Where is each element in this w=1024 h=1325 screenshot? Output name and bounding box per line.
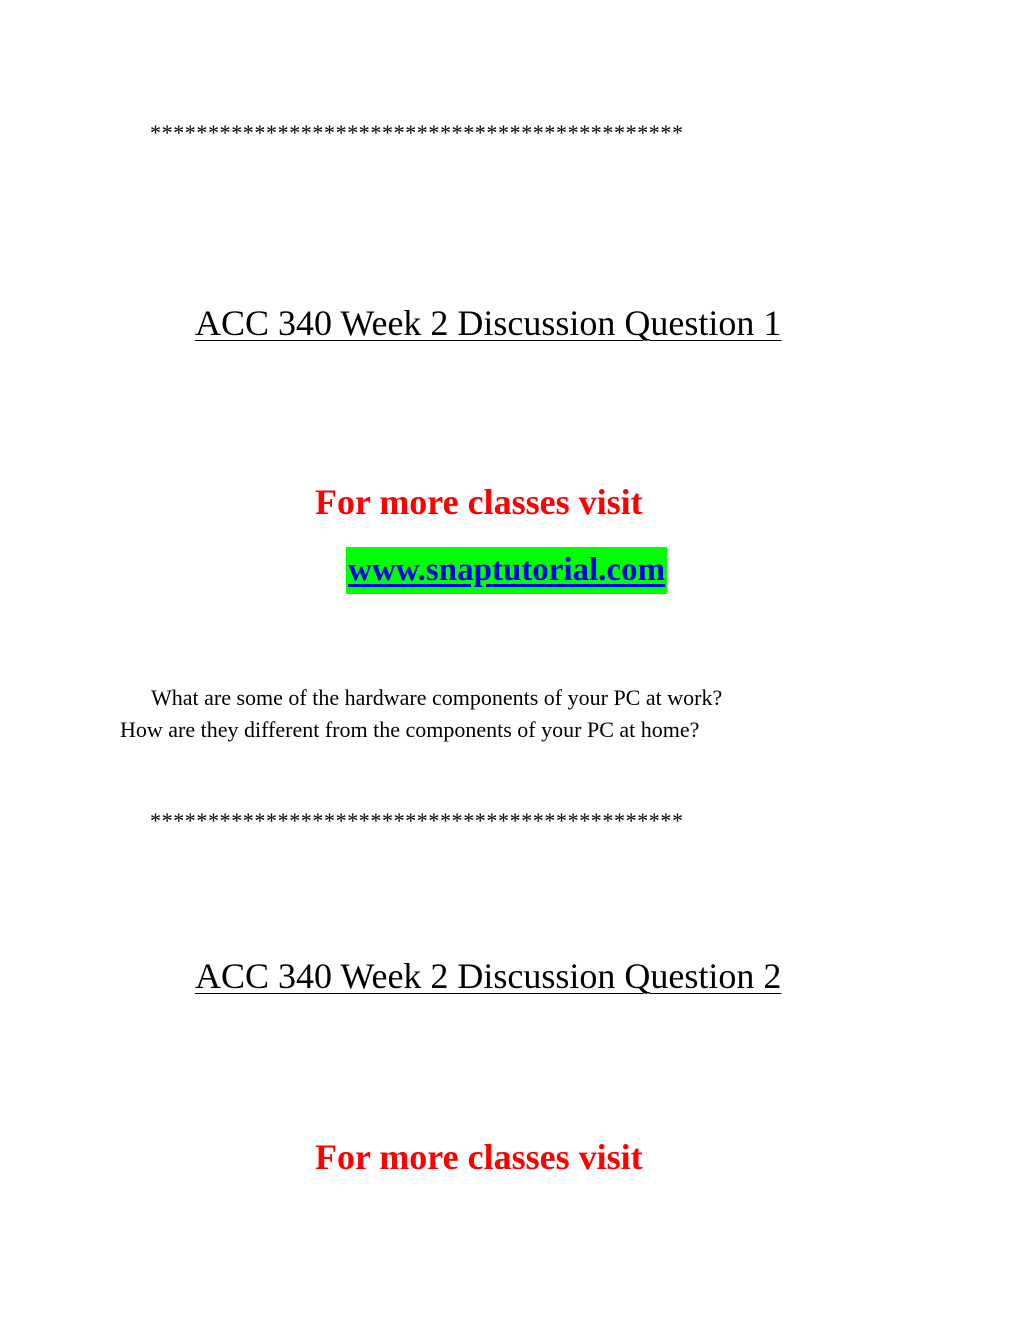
separator-stars: ********************************************** xyxy=(150,808,684,833)
question-text-line-1: What are some of the hardware components of your PC at work? xyxy=(151,685,723,710)
section-title: ACC 340 Week 2 Discussion Question 1 xyxy=(195,303,782,343)
separator-stars: ********************************************** xyxy=(150,120,684,145)
website-link[interactable]: www.snaptutorial.com xyxy=(348,552,666,588)
link-highlight xyxy=(346,547,667,594)
section-title: ACC 340 Week 2 Discussion Question 2 xyxy=(195,956,782,996)
promo-text: For more classes visit xyxy=(315,482,643,522)
promo-text: For more classes visit xyxy=(315,1137,643,1177)
question-text-line-2: How are they different from the components of your PC at home? xyxy=(120,717,700,742)
